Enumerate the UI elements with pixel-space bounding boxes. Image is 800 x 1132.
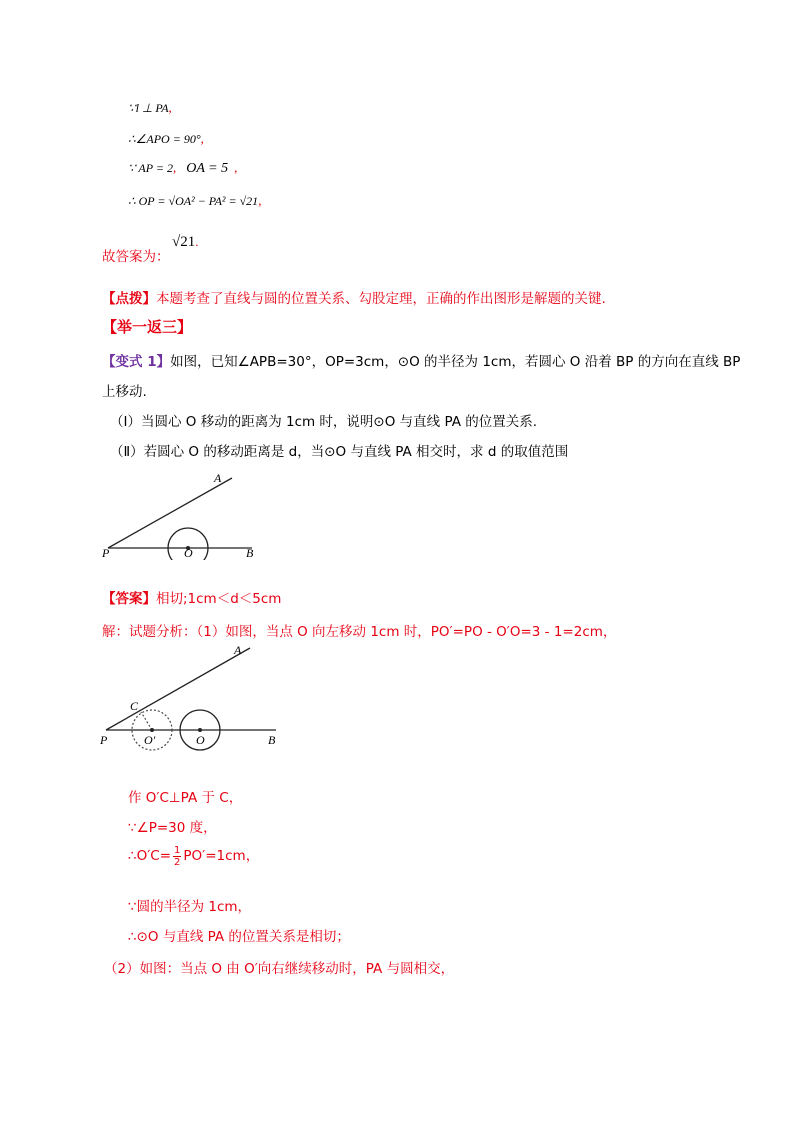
variant-line-2 — [102, 380, 147, 400]
proof-line-1 — [128, 97, 172, 116]
variant-part-2 — [110, 440, 568, 460]
step-3 — [128, 844, 259, 868]
tip-text: 本题考查了直线与圆的位置关系、勾股定理，正确的作出图形是解题的关键. — [156, 291, 606, 307]
variant-tag: 【变式 1】 — [102, 354, 171, 370]
ray-pa — [108, 478, 232, 548]
fraction-numerator: 1 — [174, 844, 181, 856]
proof-comma: , — [168, 100, 172, 115]
fraction-denominator: 2 — [174, 856, 181, 868]
answer-period: . — [195, 234, 199, 249]
answer-text: 相切;1cm＜d＜5cm — [156, 591, 282, 607]
center-o — [198, 728, 202, 732]
proof-comma: , — [200, 131, 204, 146]
label-p: P — [100, 733, 108, 747]
variant-part-1 — [110, 410, 537, 430]
answer-sqrt: √21 — [172, 234, 196, 250]
half-fraction — [173, 845, 181, 868]
figure-2 — [100, 640, 290, 755]
variant-line-1 — [102, 350, 740, 370]
label-b: B — [268, 733, 276, 747]
step-5 — [128, 925, 350, 945]
proof-math: ∵l ⊥ PA — [128, 101, 169, 115]
step-4 — [128, 895, 251, 915]
ray-pa — [106, 648, 250, 730]
label-c: C — [130, 699, 139, 713]
part-2-solution — [104, 957, 454, 977]
step-3-after: PO′=1cm， — [183, 848, 260, 864]
segment-o-prime-c — [141, 712, 152, 730]
proof-math: ∴∠APO = 90° — [128, 132, 201, 146]
proof-line-2 — [128, 128, 204, 147]
variant-text-2: 上移动. — [102, 384, 147, 400]
solution-intro-text: 解：试题分析：（1）如图，当点 O 向左移动 1cm 时，PO′=PO - O′O=3 - 1=2cm， — [102, 624, 617, 640]
section-heading-text: 【举一返三】 — [102, 318, 193, 336]
answer-tag: 【答案】 — [102, 591, 156, 607]
step-3-text: ∴O′C= — [128, 848, 172, 864]
label-a: A — [214, 471, 222, 485]
step-5-text: ∴⊙O 与直线 PA 的位置关系是相切； — [128, 929, 350, 945]
label-o-prime: O′ — [144, 733, 156, 747]
step-1 — [128, 786, 242, 806]
answer-block — [102, 587, 281, 607]
label-a: A — [234, 643, 242, 657]
proof-math: ∵ AP = 2 — [128, 161, 173, 175]
label-o: O — [184, 546, 193, 560]
section-heading — [102, 316, 192, 337]
proof-line-3 — [128, 157, 237, 177]
step-2-text: ∵∠P=30 度， — [128, 820, 217, 836]
proof-comma: , — [258, 193, 262, 208]
answer-value — [172, 234, 198, 251]
step-1-text: 作 O′C⊥PA 于 C， — [128, 790, 243, 806]
proof-line-4 — [128, 190, 261, 209]
variant-part-2-text: （Ⅱ）若圆心 O 的移动距离是 d，当⊙O 与直线 PA 相交时，求 d 的取值范围 — [110, 444, 569, 460]
center-o-prime — [150, 728, 154, 732]
solution-intro — [102, 620, 616, 640]
variant-part-1-text: （Ⅰ）当圆心 O 移动的距离为 1cm 时，说明⊙O 与直线 PA 的位置关系. — [110, 414, 538, 430]
tip-line — [102, 287, 606, 307]
label-p: P — [102, 546, 110, 560]
step-2 — [128, 816, 217, 836]
answer-line — [102, 245, 170, 265]
variant-text-1: 如图，已知∠APB=30°，OP=3cm，⊙O 的半径为 1cm，若圆心 O 沿着 BP 的方向在直线 BP — [170, 354, 741, 370]
proof-comma-2: , — [234, 160, 238, 175]
answer-label: 故答案为： — [102, 249, 170, 265]
proof-comma: , — [172, 160, 177, 175]
part-2-solution-text: （2）如图：当点 O 由 O′向右继续移动时，PA 与圆相交， — [104, 961, 455, 977]
proof-math: ∴ OP = √OA² − PA² = √21 — [128, 194, 259, 208]
proof-math-2: OA = 5 — [186, 161, 229, 176]
label-o: O — [196, 733, 205, 747]
tip-tag: 【点拨】 — [102, 291, 156, 307]
figure-1 — [100, 470, 280, 560]
label-b: B — [246, 546, 254, 560]
step-4-text: ∵圆的半径为 1cm， — [128, 899, 252, 915]
